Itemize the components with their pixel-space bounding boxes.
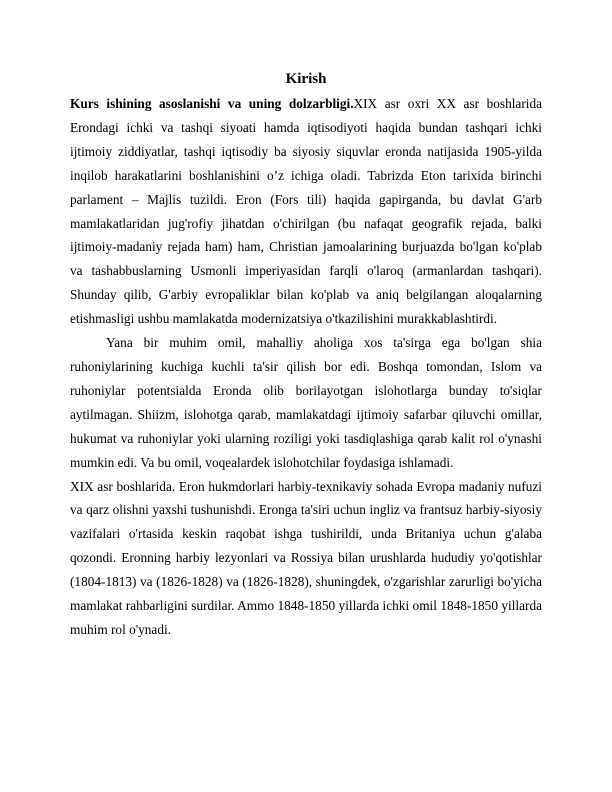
paragraph-clergy (70, 331, 542, 474)
paragraph-text: XIX asr oxri XX asr boshlarida Erondagi ichki va tashqi siyoati hamda iqtisodiyoti haqida bundan tashqari ichki ijtimoiy ziddiyatlar, tashqi iqtisodiy ba siyosiy siquvlar eronda natijasida 1905-yilda inqilob harakatlarini boshlanishini o’z ichiga oladi. Tabrizda Eton tarixida birinchi parlament – Majlis tuzildi. Eron (Fors tili) haqida gapirganda, bu davlat G'arb mamlakatlaridan jug'rofiy jihatdan o'chirilgan (bu nafaqat geografik rejada, balki ijtimoiy-madaniy rejada ham) ham, Christian jamoalarining burjuazda bo'lgan ko'plab va tashabbuslarning Usmonli imperiyasidan farqli o'laroq (armanlardan tashqari). Shunday qilib, G'arbiy evropaliklar bilan ko'plab va aniq belgilangan aloqalarning etishmasligi ushbu mamlakatda modernizatsiya o'tkazilishini murakkablashtirdi. (70, 96, 542, 327)
paragraph-military (70, 475, 542, 642)
paragraph-text: XIX asr boshlarida. Eron hukmdorlari harbiy-texnikaviy sohada Evropa madaniy nufuzi va qarz olishni yaxshi tushunishdi. Eronga ta'siri uchun ingliz va frantsuz harbiy-siyosiy vazifalari o'rtasida keskin raqobat ishga tushirildi, unda Britaniya uchun g'alaba qozondi. Eronning harbiy lezyonlari va Rossiya bilan urushlarda hududiy yo'qotishlar (1804-1813) va (1826-1828) va (1826-1828), shuningdek, o'zgarishlar zarurligi bo'yicha mamlakat rahbarligini surdilar. Ammo 1848-1850 yillarda ichki omil 1848-1850 yillarda muhim rol o'ynadi. (70, 478, 542, 637)
paragraph-text: Yana bir muhim omil, mahalliy aholiga xos ta'sirga ega bo'lgan shia ruhoniylarining kuchiga kuchli ta'sir qilish bor edi. Boshqa tomondan, Islom va ruhoniylar potentsialda Eronda olib borilayotgan islohotlarga bunday to'siqlar aytilmagan. Shiizm, islohotga qarab, mamlakatdagi ijtimoiy safarbar qiluvchi omillar, hukumat va ruhoniylar yoki ularning roziligi yoki tasdiqlashiga qarab kalit rol o'ynashi mumkin edi. Va bu omil, voqealardek islohotchilar foydasiga ishlamadi. (70, 335, 542, 470)
document-page (70, 70, 542, 642)
section-lead-heading: Kurs ishining asoslanishi va uning dolzarbligi. (70, 96, 354, 111)
paragraph-relevance (70, 92, 542, 331)
page-title: Kirish (285, 71, 327, 87)
